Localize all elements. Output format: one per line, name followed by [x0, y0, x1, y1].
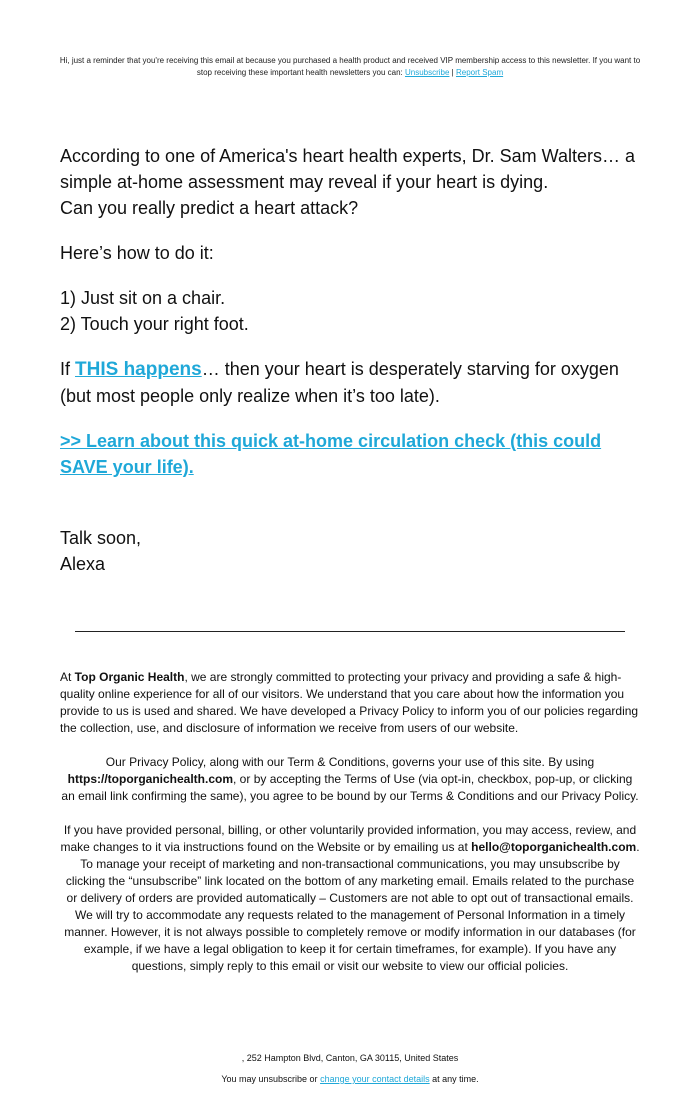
consequence-text: … then your heart is desperately starving for oxygen (but most people only realize when it’s too late). — [60, 359, 619, 406]
step-2: 2) Touch your right foot. — [60, 314, 249, 334]
sender-name: Alexa — [60, 554, 106, 574]
howto-text: Here’s how to do it: — [60, 243, 214, 263]
step-1: 1) Just sit on a chair. — [60, 288, 226, 308]
this-happens-link[interactable]: THIS happens — [75, 359, 202, 380]
legal-p2 — [60, 754, 640, 805]
text: . To manage your receipt of marketing and non-transactional communications, you may unsubscribe by clicking the “unsubscribe” link located on the bottom of any marketing email. Emails related to the purchase or delivery of orders are provided automatically – Customers are not able to opt out of transactional emails. We will try to accommodate any requests related to the management of Personal Information in a timely manner. However, it is not always possible to completely remove or modify information in our databases (for example, if we have a legal obligation to keep it for certain timeframes, for example). If you have any questions, simply reply to this email or visit our website to view our official policies. — [64, 840, 640, 973]
preheader-text: Hi, just a reminder that you're receiving this email at because you purchased a health product and received VIP membership access to this newsletter. If you want to stop receiving these important health newsletters you can: — [59, 56, 641, 77]
unsubscribe-footer — [0, 1073, 700, 1085]
text: If you have provided personal, billing, or other voluntarily provided information, you may access, review, and make changes to it via instructions found on the Website or by emailing us at — [60, 823, 637, 854]
change-contact-details-link[interactable]: change your contact details — [320, 1074, 430, 1084]
email-body — [60, 143, 650, 596]
report-spam-link[interactable]: Report Spam — [455, 68, 504, 77]
text: At — [60, 670, 75, 684]
legal-p1 — [60, 669, 640, 737]
unsubscribe-link[interactable]: Unsubscribe — [404, 68, 450, 77]
postal-address: , 252 Hampton Blvd, Canton, GA 30115, United States — [241, 1053, 459, 1063]
intro-question: Can you really predict a heart attack? — [60, 198, 359, 218]
brand-name: Top Organic Health — [74, 670, 185, 684]
separator: | — [449, 68, 456, 77]
site-url: https://toporganichealth.com — [67, 772, 234, 786]
cta-link[interactable]: >> Learn about this quick at-home circulation check (this could SAVE your life). — [60, 431, 602, 477]
legal-section — [60, 669, 640, 992]
text: at any time. — [429, 1074, 479, 1084]
text: , or by accepting the Terms of Use (via opt-in, checkbox, pop-up, or clicking an email link confirming the same), you agree to be bound by our Terms & Conditions and our Privacy Policy. — [61, 772, 639, 803]
contact-email: hello@toporganichealth.com — [471, 840, 637, 854]
divider — [75, 631, 625, 632]
signoff: Talk soon, — [60, 528, 142, 548]
preheader — [55, 55, 645, 79]
if-text: If — [60, 359, 76, 379]
intro-text: According to one of America's heart health experts, Dr. Sam Walters… a simple at-home assessment may reveal if your heart is dying. — [60, 146, 636, 192]
legal-p3 — [60, 822, 640, 975]
text: , we are strongly committed to protecting your privacy and providing a safe & high-quality online experience for all of our visitors. We understand that you care about how the information you provide to us is used and shared. We have developed a Privacy Policy to inform you of our policies regarding the collection, use, and disclosure of information we receive from users of our website. — [60, 670, 639, 735]
text: You may unsubscribe or — [221, 1074, 321, 1084]
text: Our Privacy Policy, along with our Term & Conditions, governs your use of this site. By using — [105, 755, 595, 769]
